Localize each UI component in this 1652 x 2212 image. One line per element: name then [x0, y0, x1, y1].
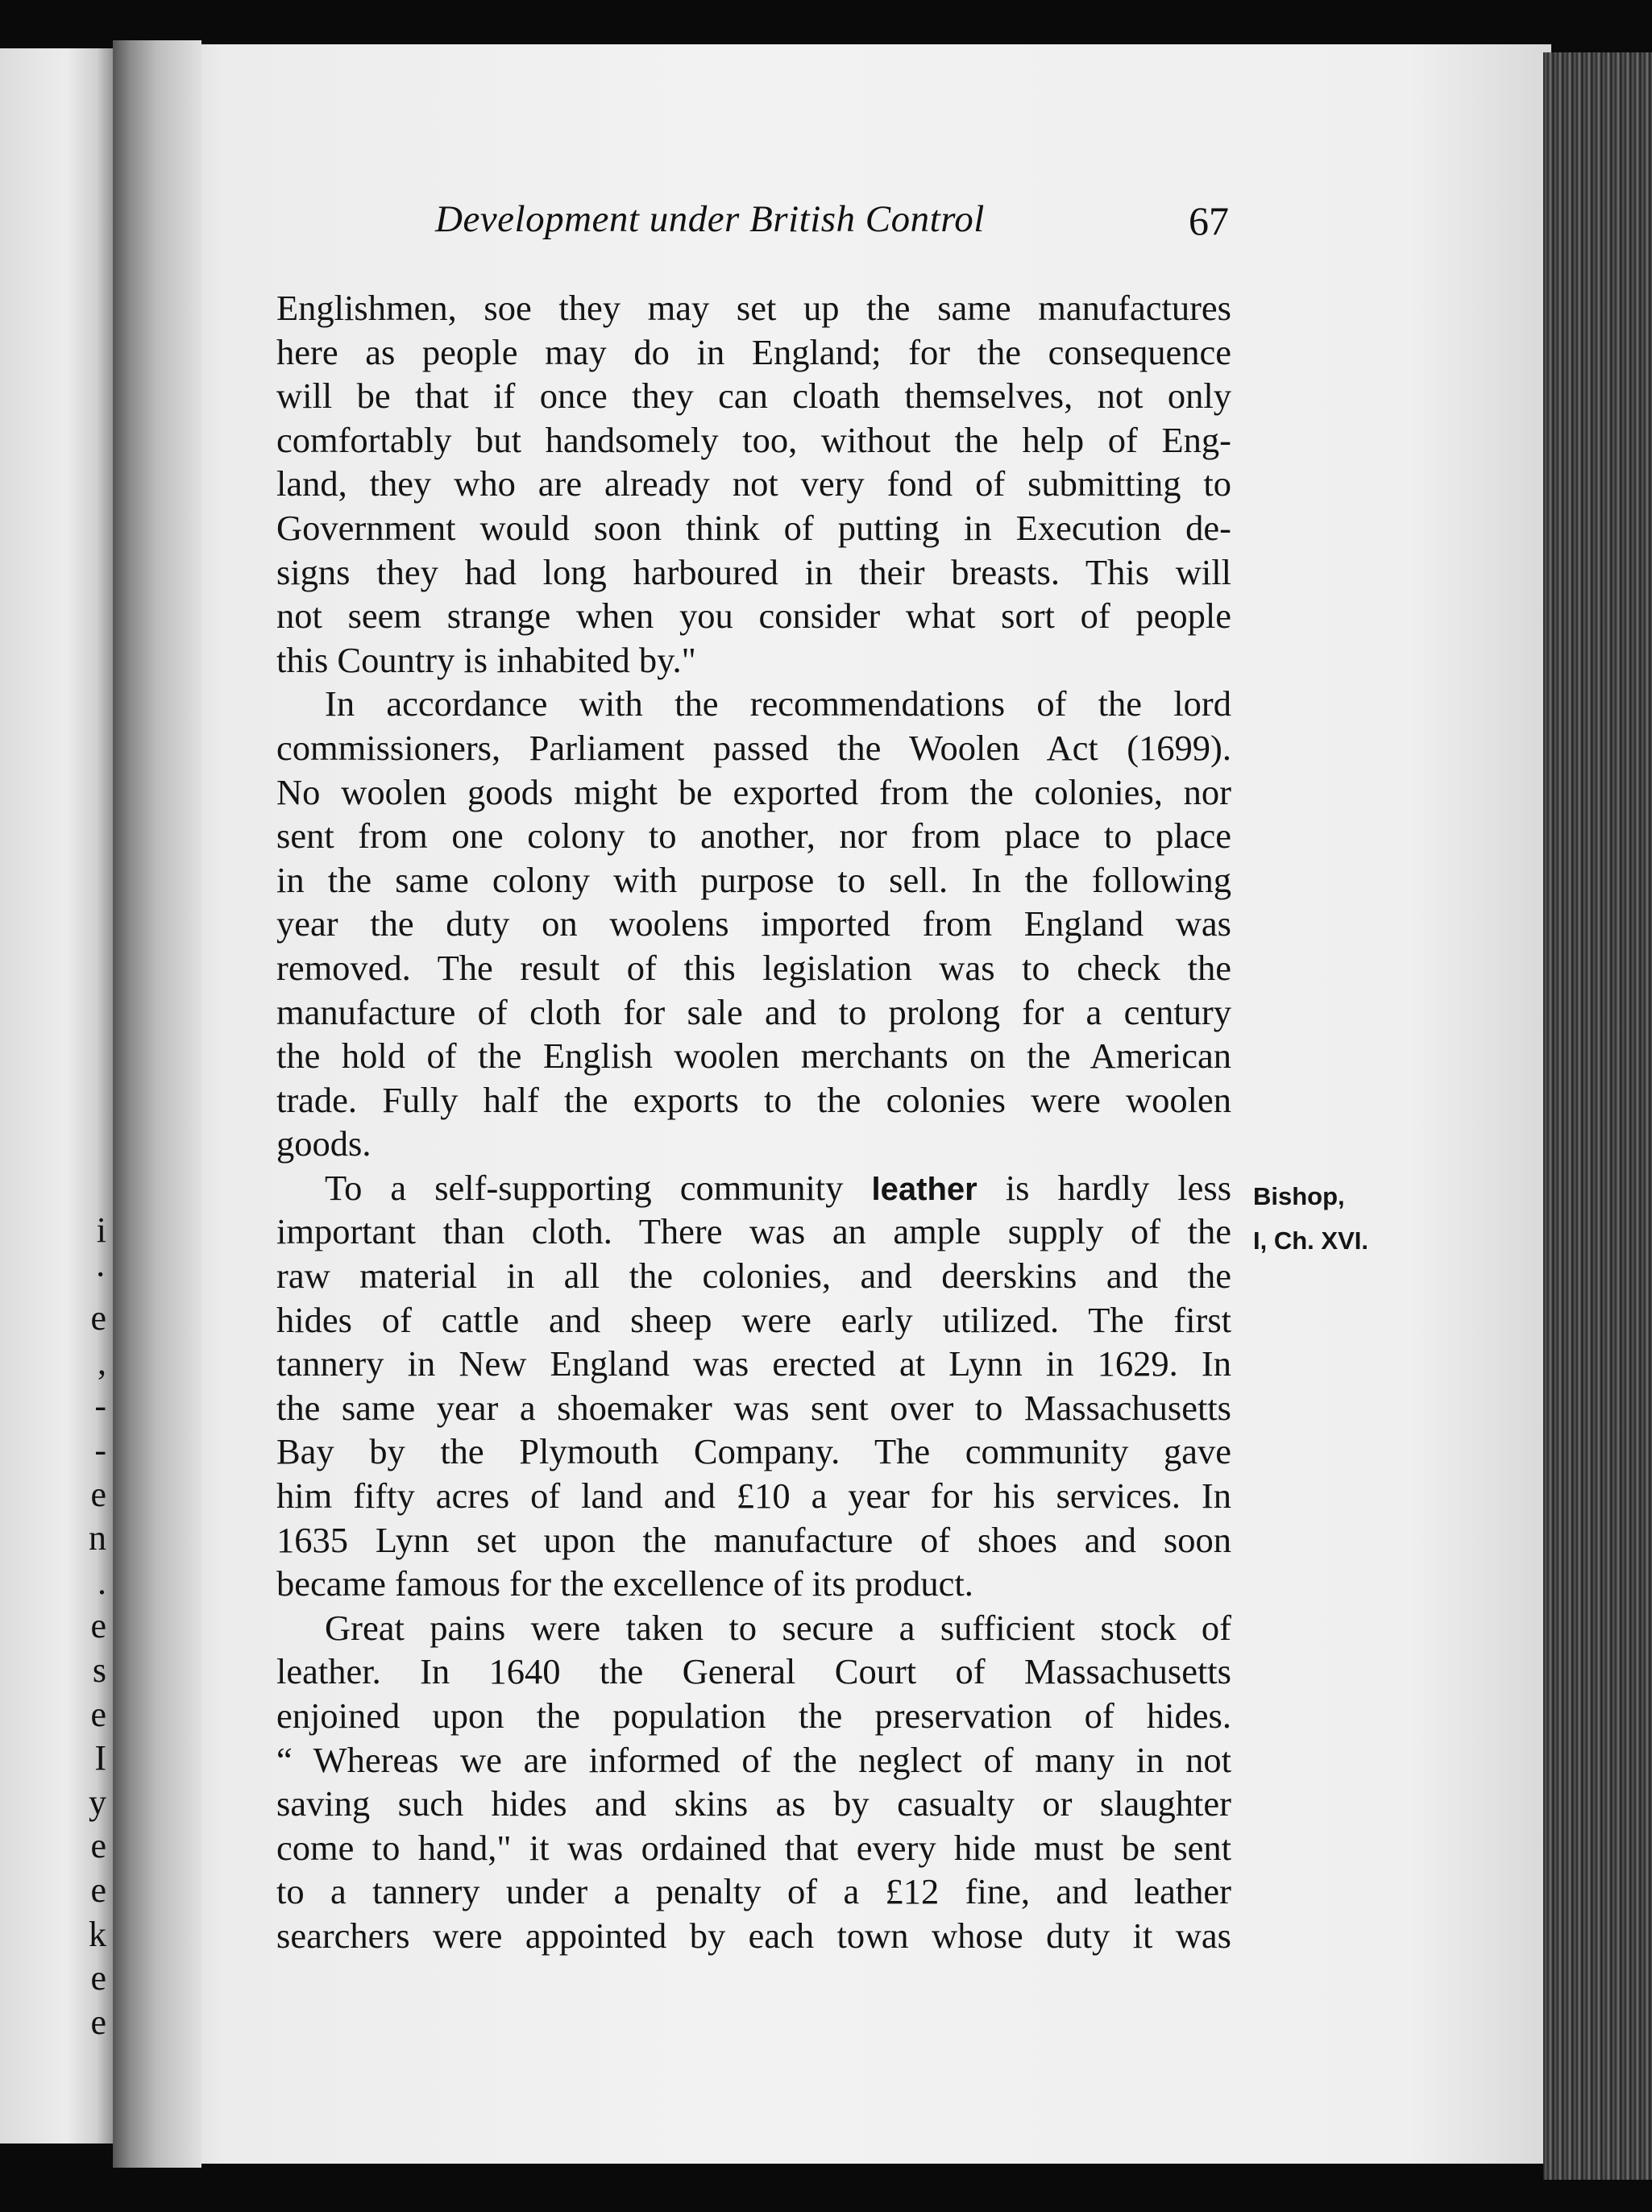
text-segment: To a self-supporting community [325, 1167, 844, 1208]
edge-char: e [90, 2002, 106, 2042]
text-line: in the same colony with purpose to sell. In the following [276, 859, 1231, 900]
paragraph-first-line: Great pains were taken to secure a sufficient stock of [325, 1607, 1231, 1648]
text-line: Government would soon think of putting in Execution de- [276, 507, 1231, 548]
text-line: come to hand," it was ordained that every hide must be sent [276, 1827, 1231, 1868]
edge-char: e [90, 1606, 106, 1646]
page-number: 67 [1189, 198, 1229, 243]
text-line: to a tannery under a penalty of a £12 fine, and leather [276, 1871, 1231, 1912]
edge-char: e [90, 1474, 106, 1514]
text-line: this Country is inhabited by." [276, 639, 696, 680]
text-line: leather. In 1640 the General Court of Massachusetts [276, 1651, 1231, 1692]
text-line: enjoined upon the population the preservation of hides. [276, 1695, 1231, 1736]
text-segment: is hardly less [1005, 1167, 1232, 1208]
page-edge-stack [1543, 52, 1652, 2180]
text-line: not seem strange when you consider what sort of people [276, 596, 1231, 637]
text-line: “ Whereas we are informed of the neglect of many in not [276, 1739, 1231, 1780]
margin-note-line: I, Ch. XVI. [1253, 1226, 1368, 1255]
text-line: land, they who are already not very fond of submitting to [276, 463, 1231, 504]
text-line: searchers were appointed by each town whose duty it was [276, 1915, 1231, 1956]
edge-char: e [90, 1298, 106, 1338]
text-line: year the duty on woolens imported from England was [276, 903, 1231, 944]
edge-char: k [89, 1914, 106, 1954]
text-line: 1635 Lynn set upon the manufacture of shoes and soon [276, 1519, 1231, 1560]
text-line: became famous for the excellence of its product. [276, 1563, 973, 1604]
text-line: the hold of the English woolen merchants on the American [276, 1035, 1231, 1077]
paragraph-first-line: In accordance with the recommendations of the lord [325, 683, 1231, 724]
edge-char: e [90, 1958, 106, 1998]
text-line: commissioners, Parliament passed the Woolen Act (1699). [276, 727, 1231, 768]
text-line: Bay by the Plymouth Company. The community gave [276, 1431, 1231, 1472]
edge-char: e [90, 1826, 106, 1866]
text-line: saving such hides and skins as by casualty or slaughter [276, 1783, 1231, 1824]
edge-char: - [94, 1430, 106, 1470]
text-line: him fifty acres of land and £10 a year for his services. In [276, 1475, 1231, 1517]
edge-char: y [89, 1782, 106, 1822]
text-line: goods. [276, 1123, 371, 1164]
text-line: raw material in all the colonies, and deerskins and the [276, 1255, 1231, 1297]
text-line: tannery in New England was erected at Lynn in 1629. In [276, 1343, 1231, 1384]
text-line: Englishmen, soe they may set up the same manufactures [276, 288, 1231, 328]
margin-note [1253, 1175, 1414, 1263]
previous-page-edge [0, 48, 121, 2144]
text-line: No woolen goods might be exported from the colonies, nor [276, 771, 1231, 812]
previous-page-line-endings [89, 1209, 106, 2044]
edge-char: . [98, 1562, 106, 1602]
body-text [276, 286, 1231, 1958]
text-line: trade. Fully half the exports to the colonies were woolen [276, 1079, 1231, 1120]
running-head [435, 197, 1241, 254]
text-line: removed. The result of this legislation was to check the [276, 947, 1231, 988]
text-line: will be that if once they can cloath themselves, not only [276, 376, 1231, 417]
edge-char: i [96, 1210, 106, 1250]
text-line: comfortably but handsomely too, without the help of Eng- [276, 419, 1231, 460]
book-gutter [113, 40, 201, 2168]
edge-char: , [98, 1342, 106, 1382]
edge-char: · [94, 1254, 106, 1294]
margin-note-line: Bishop, [1253, 1182, 1345, 1210]
text-line: manufacture of cloth for sale and to prolong for a century [276, 991, 1231, 1032]
edge-char: s [92, 1650, 106, 1690]
bold-keyword: leather [871, 1171, 978, 1207]
edge-char: e [90, 1870, 106, 1910]
text-line: important than cloth. There was an ample supply of the [276, 1211, 1231, 1252]
text-line: the same year a shoemaker was sent over to Massachusetts [276, 1387, 1231, 1428]
paragraph-first-line [276, 1166, 1231, 1210]
running-title: Development under British Control [435, 198, 985, 240]
text-line: sent from one colony to another, nor from place to place [276, 815, 1231, 857]
edge-char: n [89, 1518, 106, 1558]
text-line: signs they had long harboured in their breasts. This will [276, 551, 1231, 592]
edge-char: e [90, 1694, 106, 1734]
edge-char: - [94, 1386, 106, 1426]
text-line: hides of cattle and sheep were early utilized. The first [276, 1299, 1231, 1340]
edge-char: I [94, 1738, 106, 1778]
text-line: here as people may do in England; for the consequence [276, 331, 1231, 372]
